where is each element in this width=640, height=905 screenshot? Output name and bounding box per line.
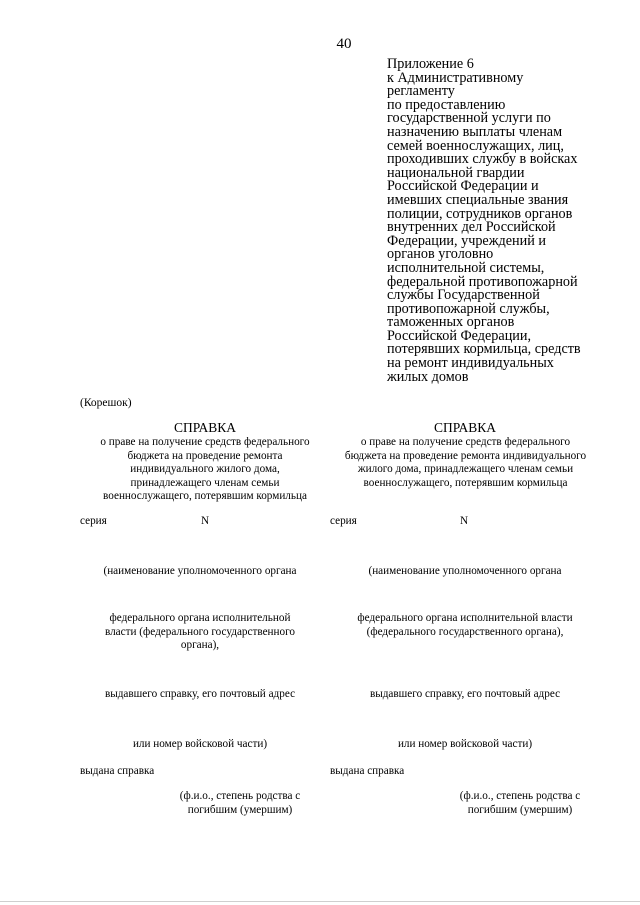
right-fio-line: погибшим (умершим): [467, 803, 573, 816]
left-fio-line: (ф.и.о., степень родства с: [179, 790, 301, 802]
left-federal-line: органа),: [180, 639, 220, 651]
left-federal-block: [70, 612, 330, 653]
appendix-line: службы Государственной: [387, 287, 540, 304]
left-number-label: N: [201, 515, 210, 527]
appendix-line: государственной услуги по: [387, 110, 551, 127]
left-issued-address: выдавшего справку, его почтовый адрес: [104, 688, 296, 700]
appendix-line: назначению выплаты членам: [387, 123, 563, 140]
appendix-line: на ремонт индивидуальных: [387, 355, 554, 372]
left-fio-line: погибшим (умершим): [187, 803, 293, 816]
left-issued-to: выдана справка: [80, 765, 155, 777]
appendix-line: по предоставлению: [387, 96, 506, 113]
right-military-unit: или номер войсковой части): [397, 738, 533, 750]
right-subtitle: [318, 436, 613, 490]
appendix-line: органов уголовно: [387, 246, 494, 263]
appendix-line: Российской Федерации и: [387, 178, 539, 195]
right-issued-to: выдана справка: [330, 765, 405, 777]
left-subtitle-line: военнослужащего, потерявшим кормильца: [103, 490, 307, 502]
appendix-line: федеральной противопожарной: [387, 273, 578, 290]
appendix-line: внутренних дел Российской: [387, 219, 556, 236]
appendix-line: Российской Федерации,: [387, 327, 532, 344]
right-federal-line: (федерального государственного органа),: [366, 625, 564, 638]
left-subtitle-line: индивидуального жилого дома,: [130, 463, 280, 475]
right-issued-address: выдавшего справку, его почтовый адрес: [369, 688, 561, 700]
left-subtitle-line: о праве на получение средств федерального: [100, 436, 310, 448]
appendix-line: жилых домов: [387, 368, 469, 385]
appendix-line: противопожарной службы,: [387, 300, 550, 317]
left-federal-line: федерального органа исполнительной: [109, 612, 291, 624]
left-subtitle-line: бюджета на проведение ремонта: [127, 449, 283, 462]
appendix-line: таможенных органов: [387, 314, 515, 331]
left-subtitle-line: принадлежащего членам семьи: [130, 476, 280, 489]
left-military-unit: или номер войсковой части): [132, 738, 268, 750]
right-subtitle-line: военнослужащего, потерявшим кормильца: [363, 476, 568, 489]
page-bottom-divider: [0, 901, 640, 902]
appendix-line: регламенту: [387, 83, 455, 100]
page-number: 40: [336, 36, 352, 52]
appendix-block: [387, 58, 627, 384]
left-series-label: серия: [80, 515, 107, 527]
appendix-line: к Административному: [387, 69, 524, 86]
appendix-line: национальной гвардии: [387, 164, 525, 181]
left-federal-line: власти (федерального государственного: [104, 625, 296, 638]
right-federal-block: [325, 612, 605, 639]
right-title: СПРАВКА: [433, 420, 497, 435]
right-subtitle-line: бюджета на проведение ремонта индивидуального: [344, 449, 587, 462]
right-authority-label: (наименование уполномоченного органа: [368, 565, 562, 577]
left-title: СПРАВКА: [173, 420, 237, 435]
appendix-line: проходивших службу в войсках: [387, 151, 578, 168]
right-subtitle-line: о праве на получение средств федерального: [360, 436, 571, 448]
left-authority-label: (наименование уполномоченного органа: [103, 565, 297, 577]
appendix-line: исполнительной системы,: [387, 259, 545, 276]
right-number-label: N: [460, 515, 469, 527]
appendix-line: полиции, сотрудников органов: [387, 205, 573, 222]
left-fio-block: [160, 790, 320, 817]
appendix-line: имевших специальные звания: [387, 191, 569, 208]
appendix-line: семей военнослужащих, лиц,: [387, 137, 564, 154]
right-fio-line: (ф.и.о., степень родства с: [459, 790, 581, 802]
right-subtitle-line: жилого дома, принадлежащего членам семьи: [357, 463, 574, 475]
left-subtitle: [55, 436, 355, 504]
appendix-line: Приложение 6: [387, 56, 474, 72]
appendix-line: Федерации, учреждений и: [387, 232, 546, 249]
stub-label: (Корешок): [80, 397, 132, 409]
right-fio-block: [440, 790, 600, 817]
right-series-label: серия: [330, 515, 357, 527]
right-federal-line: федерального органа исполнительной власти: [357, 612, 573, 624]
appendix-line: потерявших кормильца, средств: [387, 341, 581, 358]
